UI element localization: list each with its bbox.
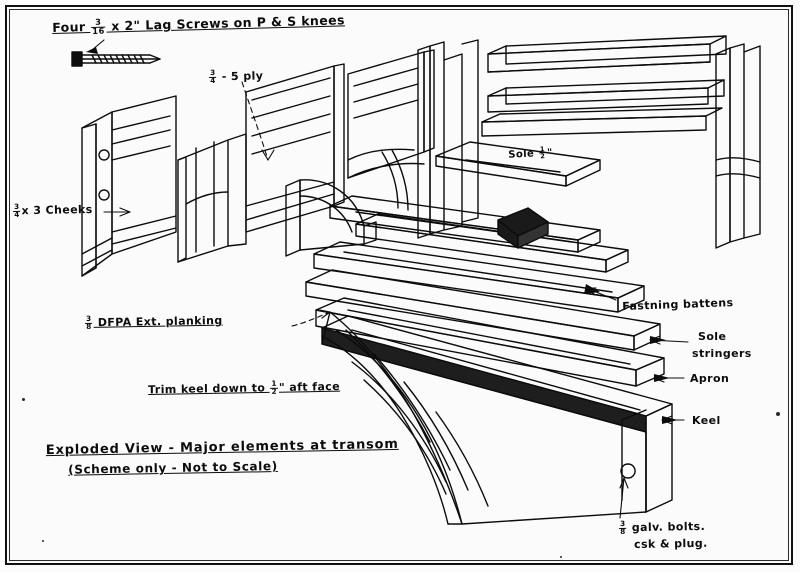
part-center-post (418, 40, 478, 238)
part-upper-right-planks (482, 36, 726, 136)
annotation-apron: Apron (690, 372, 730, 385)
annotation-sole-stringers: Sole (698, 330, 727, 343)
annotation-lag-screws: Four $\frac{3}{16}$ x 2" Lag Screws on P & S knees (52, 12, 346, 36)
scan-speckle (22, 398, 25, 401)
part-transom-upper-right (348, 50, 434, 210)
part-knee-left (178, 134, 246, 262)
annotation-keel: Keel (692, 414, 721, 427)
drawing-title-line-2: (Scheme only - Not to Scale) (68, 459, 278, 477)
annotation-sole-stringers-second-line: stringers (692, 347, 752, 360)
drawing-title-line-1: Exploded View - Major elements at transom (45, 436, 399, 459)
annotation-planking: $\frac{3}{8}$ DFPA Ext. planking (85, 313, 223, 331)
part-keel-stick (322, 316, 672, 512)
annotation-fastening-battens: Fastning battens (622, 296, 734, 313)
annotation-sole-half: Sole $\frac{1}{2}$ " (508, 145, 553, 161)
annotation-trim-keel: Trim keel down to $\frac{1}{2}$ " aft face (148, 378, 341, 397)
part-cheek-left (82, 96, 176, 276)
part-right-vertical-planks (716, 44, 760, 248)
scan-speckle (776, 412, 780, 416)
title-block (46, 437, 399, 477)
part-lag-screw (72, 52, 160, 66)
annotation-galv-bolts-second-line: csk & plug. (634, 536, 708, 551)
annotation-three-quarter-ply: $\frac{3}{4}$ - 5 ply (209, 67, 264, 85)
scan-speckle (560, 556, 562, 558)
annotation-cheeks: $\frac{3}{4}$ x 3 Cheeks (13, 201, 93, 219)
annotation-galv-bolts: $\frac{3}{8}$ galv. bolts. (619, 518, 706, 536)
part-fastening-batten-upper (330, 196, 600, 252)
scan-speckle (42, 540, 44, 542)
